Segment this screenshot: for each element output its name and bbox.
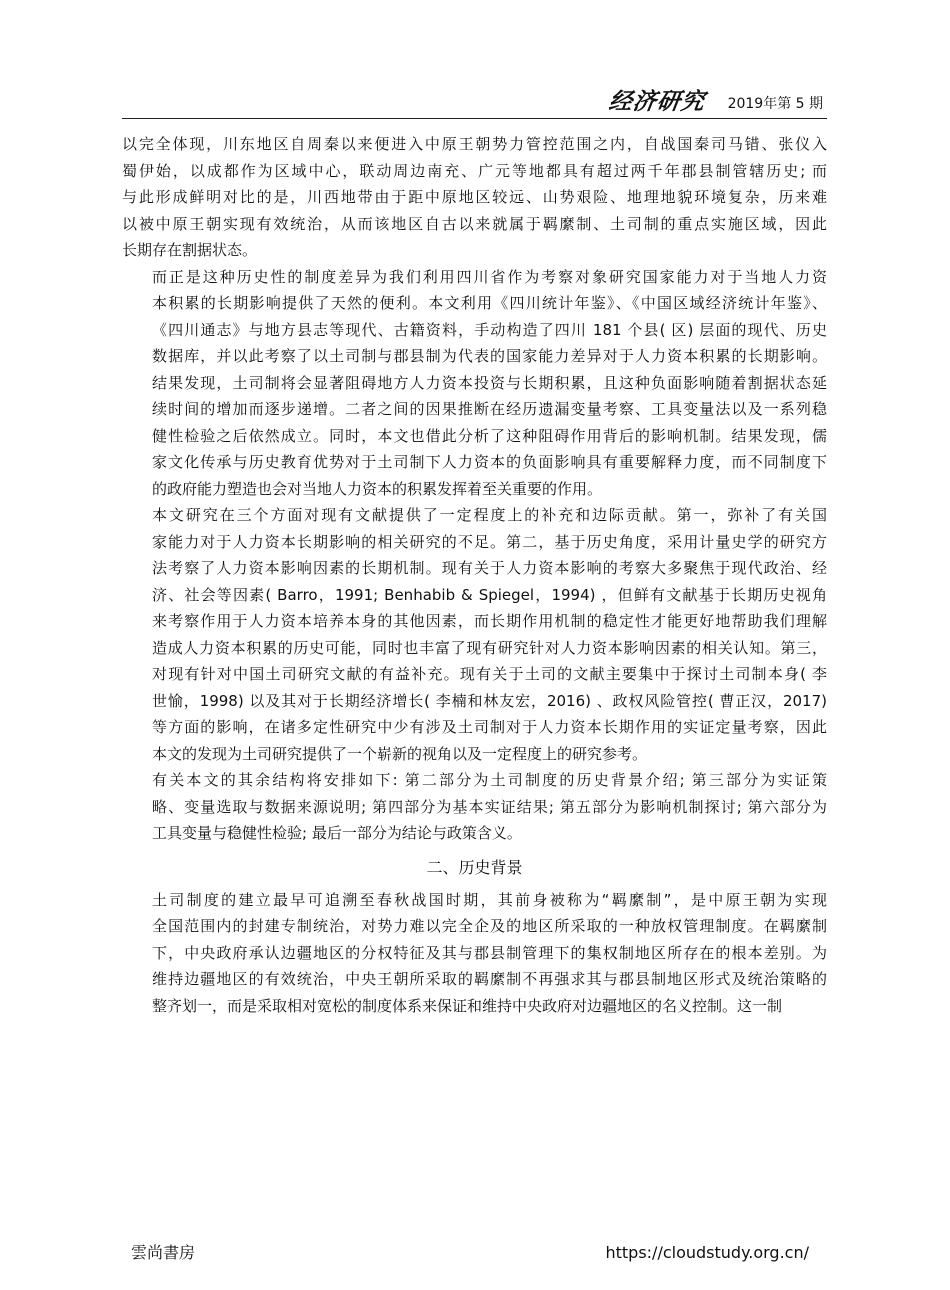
text-line: 整齐划一，而是采取相对宽松的制度体系来保证和维持中央政府对边疆地区的名义控制。这一制 <box>152 996 783 1015</box>
text-line: 与此形成鲜明对比的是，川西地带由于距中原地区较远、山势艰险、地理地貌环境复杂，历来难 <box>122 188 827 206</box>
text-line: 《四川通志》与地方县志等现代、古籍资料，手动构造了四川 181 个县( 区) 层面的现代、历史 <box>152 320 827 339</box>
text-line: 健性检验之后依然成立。同时，本文也借此分析了这种阻碍作用背后的影响机制。结果发现，儒 <box>152 426 827 445</box>
text-line: 本文的发现为土司研究提供了一个崭新的视角以及一定程度上的研究参考。 <box>152 744 648 763</box>
text-line: 本积累的长期影响提供了天然的便利。本文利用《四川统计年鉴》、《中国区域经济统计年鉴》、 <box>152 294 827 312</box>
text-line: 家文化传承与历史教育优势对于土司制下人力资本的负面影响具有重要解释力度，而不同制度下 <box>152 453 827 471</box>
text-line: 造成人力资本积累的历史可能，同时也丰富了现有研究针对人力资本影响因素的相关认知。第三， <box>152 638 827 657</box>
text-line: 略、变量选取与数据来源说明; 第四部分为基本实证结果; 第五部分为影响机制探讨; 第六部分为 <box>152 797 827 816</box>
text-line: 有关本文的其余结构将安排如下: 第二部分为土司制度的历史背景介绍; 第三部分为实证策 <box>152 771 827 789</box>
footer-url[interactable]: https://cloudstudy.org.cn/ <box>605 1243 809 1262</box>
text-line: 长期存在割据状态。 <box>122 241 258 259</box>
section-heading: 二、历史背景 <box>426 857 523 877</box>
paragraph <box>122 767 827 847</box>
text-line: 土司制度的建立最早可追溯至春秋战国时期，其前身被称为“羁縻制”，是中原王朝为实现 <box>152 890 827 909</box>
text-line: 的政府能力塑造也会对当地人力资本的积累发挥着至关重要的作用。 <box>152 479 603 498</box>
header-divider <box>122 118 827 119</box>
text-line: 全国范围内的封建专制统治，对势力难以完全企及的地区所采取的一种放权管理制度。在羁縻制 <box>152 917 827 935</box>
text-line: 工具变量与稳健性检验; 最后一部分为结论与政策含义。 <box>152 824 522 842</box>
page-header <box>122 88 827 116</box>
text-line: 来考察作用于人力资本培养本身的其他因素，而长期作用机制的稳定性才能更好地帮助我们理解 <box>152 612 827 630</box>
text-line: 下，中央政府承认边疆地区的分权特征及其与郡县制管理下的集权制地区所存在的根本差别。为 <box>152 943 827 962</box>
text-line: 续时间的增加而逐步递增。二者之间的因果推断在经历遗漏变量考察、工具变量法以及一系列稳 <box>152 400 827 418</box>
text-line: 等方面的影响，在诸多定性研究中少有涉及土司制对于人力资本长期作用的实证定量考察，因此 <box>152 718 827 736</box>
journal-name: 经济研究 <box>607 88 707 115</box>
text-line: 本文研究在三个方面对现有文献提供了一定程度上的补充和边际贡献。第一，弥补了有关国 <box>152 506 827 524</box>
paragraph <box>122 887 827 1020</box>
issue-label: 2019年第 5 期 <box>727 96 823 112</box>
text-line: 家能力对于人力资本长期影响的相关研究的不足。第二，基于历史角度，采用计量史学的研究方 <box>152 532 827 551</box>
text-line: 以完全体现，川东地区自周秦以来便进入中原王朝势力管控范围之内，自战国秦司马错、张仪入 <box>122 135 827 153</box>
text-line: 以被中原王朝实现有效统治，从而该地区自古以来就属于羁縻制、土司制的重点实施区域，因此 <box>122 214 827 233</box>
text-line: 数据库，并以此考察了以土司制与郡县制为代表的国家能力差异对于人力资本积累的长期影响。 <box>152 347 827 365</box>
article-body <box>122 131 827 1019</box>
paragraph <box>122 131 827 264</box>
text-line: 而正是这种历史性的制度差异为我们利用四川省作为考察对象研究国家能力对于当地人力资 <box>152 267 827 286</box>
text-line: 维持边疆地区的有效统治，中央王朝所采取的羁縻制不再强求其与郡县制地区形式及统治策略的 <box>152 970 827 988</box>
text-line: 济、社会等因素( Barro，1991; Benhabib & Spiegel，1994) ，但鲜有文献基于长期历史视角 <box>152 585 827 604</box>
paragraph <box>122 264 827 503</box>
intro-section <box>122 131 827 847</box>
paragraph <box>122 502 827 767</box>
text-line: 蜀伊始，以成都作为区域中心，联动周边南充、广元等地都具有超过两千年郡县制管辖历史; 而 <box>122 161 827 180</box>
history-section <box>122 887 827 1020</box>
text-line: 法考察了人力资本影响因素的长期机制。现有关于人力资本影响的考察大多聚焦于现代政治、经 <box>152 559 827 577</box>
text-line: 对现有针对中国土司研究文献的有益补充。现有关于土司的文献主要集中于探讨土司制本身( 李 <box>152 665 827 683</box>
text-line: 结果发现，土司制将会显著阻碍地方人力资本投资与长期积累，且这种负面影响随着割据状态延 <box>152 373 827 392</box>
footer-publisher: 雲尚書房 <box>131 1243 196 1262</box>
text-line: 世愉，1998) 以及其对于长期经济增长( 李楠和林友宏，2016) 、政权风险管控( 曹正汉，2017) <box>152 691 827 710</box>
